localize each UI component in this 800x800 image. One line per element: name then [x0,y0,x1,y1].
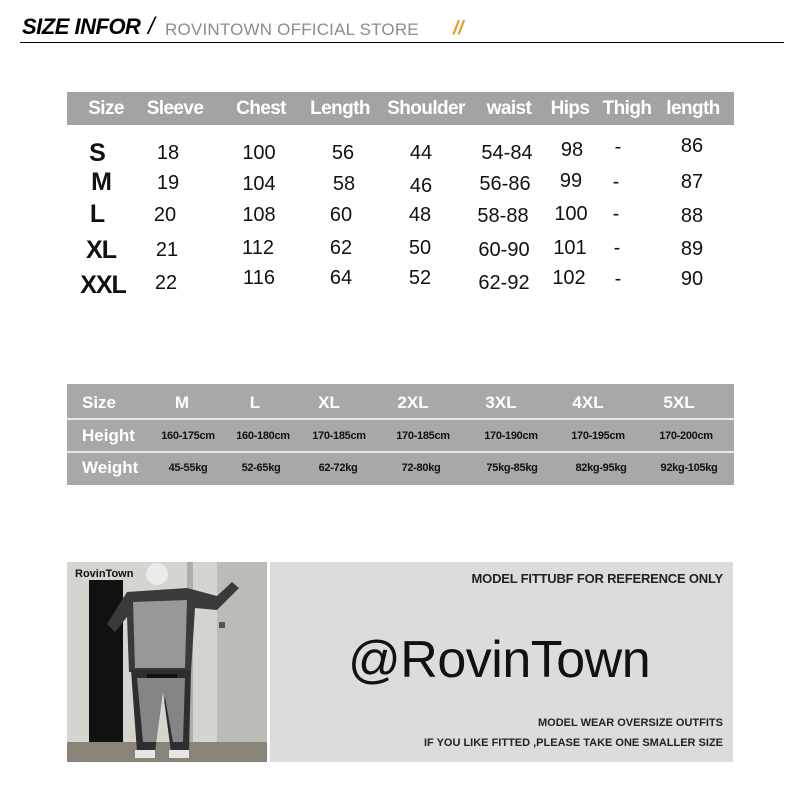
height-cell: 160-175cm [161,430,215,442]
height-weight-table [67,384,734,485]
length-cell: 62 [329,237,353,259]
height-cell: 170-185cm [396,430,450,442]
height-cell: 160-180cm [236,430,290,442]
height-cell: 170-190cm [484,430,538,442]
hips-cell: 101 [553,237,587,259]
page-header [20,12,784,44]
chest-cell: 112 [242,237,274,259]
shoulder-cell: 46 [409,175,433,197]
length-cell: 60 [329,204,353,226]
header-cell-thigh: Thigh [602,98,652,119]
height-cell: 170-185cm [312,430,366,442]
weight-cell: 45-55kg [168,462,208,474]
size-cell: S [89,139,105,167]
weight-cell: 52-65kg [241,462,281,474]
sleeve-cell: 20 [153,204,177,226]
pant-length-cell: 86 [680,135,704,157]
chest-cell: 108 [242,204,276,226]
sleeve-cell: 19 [156,172,180,194]
model-illustration [67,562,267,762]
header-cell-m: M [174,393,190,412]
header-cell-length: Length [310,98,370,119]
hips-cell: 99 [559,170,583,192]
header-cell-size: Size [88,98,124,119]
height-cell: 170-200cm [659,430,713,442]
sleeve-cell: 21 [155,239,179,261]
weight-cell: 62-72kg [318,462,358,474]
size-cell: XXL [80,271,126,299]
row-divider [67,418,734,420]
thigh-cell: - [612,171,620,193]
waist-cell: 60-90 [478,239,530,261]
waist-cell: 56-86 [479,173,531,195]
pant-length-cell: 87 [680,171,704,193]
length-cell: 56 [331,142,355,164]
header-cell-waist: waist [486,98,532,119]
length-cell: 58 [332,173,356,195]
header-cell-size: Size [81,393,117,412]
pant-length-cell: 88 [680,205,704,227]
sleeve-cell: 18 [156,142,180,164]
size-advice-note: IF YOU LIKE FITTED ,PLEASE TAKE ONE SMALLER SIZE [423,737,723,749]
weight-cell: 72-80kg [401,462,441,474]
hips-cell: 98 [560,139,584,161]
chest-cell: 100 [242,142,276,164]
accent-mark: // [453,18,464,39]
oversize-note: MODEL WEAR OVERSIZE OUTFITS [538,717,723,729]
weight-label: Weight [82,458,139,477]
weight-cell: 75kg-85kg [486,462,538,474]
sleeve-cell: 22 [154,272,178,294]
pant-length-cell: 89 [680,238,704,260]
thigh-cell: - [614,136,622,158]
shoulder-cell: 48 [408,204,432,226]
store-name: ROVINTOWN OFFICIAL STORE [165,20,419,39]
header-cell-l: L [249,393,261,412]
thigh-cell: - [613,237,621,259]
thigh-cell: - [612,203,620,225]
shoulder-cell: 52 [408,267,432,289]
title-separator: / [148,13,155,40]
header-cell-sleeve: Sleeve [146,98,204,119]
waist-cell: 54-84 [481,142,533,164]
photo-watermark: RovinTown [75,568,134,580]
size-cell: XL [86,236,116,264]
info-panel [270,562,733,762]
pant-length-cell: 90 [680,268,704,290]
height-label: Height [82,426,135,445]
chest-cell: 116 [243,267,275,289]
weight-cell: 92kg-105kg [660,462,718,474]
size-cell: M [91,168,111,196]
hips-cell: 100 [554,203,588,225]
header-cell-pant-length: length [666,98,720,119]
size-cell: L [89,200,105,228]
header-cell-chest: Chest [236,98,286,119]
store-handle: @RovinTown [348,631,651,689]
waist-cell: 58-88 [477,205,529,227]
header-cell-5xl: 5XL [663,393,695,412]
header-cell-2xl: 2XL [397,393,429,412]
row-divider [67,451,734,453]
model-photo [67,562,267,762]
header-divider [20,42,784,43]
chest-cell: 104 [242,173,276,195]
header-cell-shoulder: Shoulder [387,98,465,119]
height-cell: 170-195cm [571,430,625,442]
header-cell-3xl: 3XL [485,393,517,412]
header-cell-4xl: 4XL [572,393,604,412]
header-cell-xl: XL [318,393,340,412]
page-title: SIZE INFOR [22,14,141,39]
shoulder-cell: 44 [409,142,433,164]
thigh-cell: - [614,268,622,290]
shoulder-cell: 50 [408,237,432,259]
reference-note: MODEL FITTUBF FOR REFERENCE ONLY [471,571,723,586]
waist-cell: 62-92 [478,272,530,294]
hips-cell: 102 [552,267,586,289]
header-cell-hips: Hips [550,98,590,119]
weight-cell: 82kg-95kg [575,462,627,474]
length-cell: 64 [329,267,353,289]
size-table-header [67,92,734,125]
